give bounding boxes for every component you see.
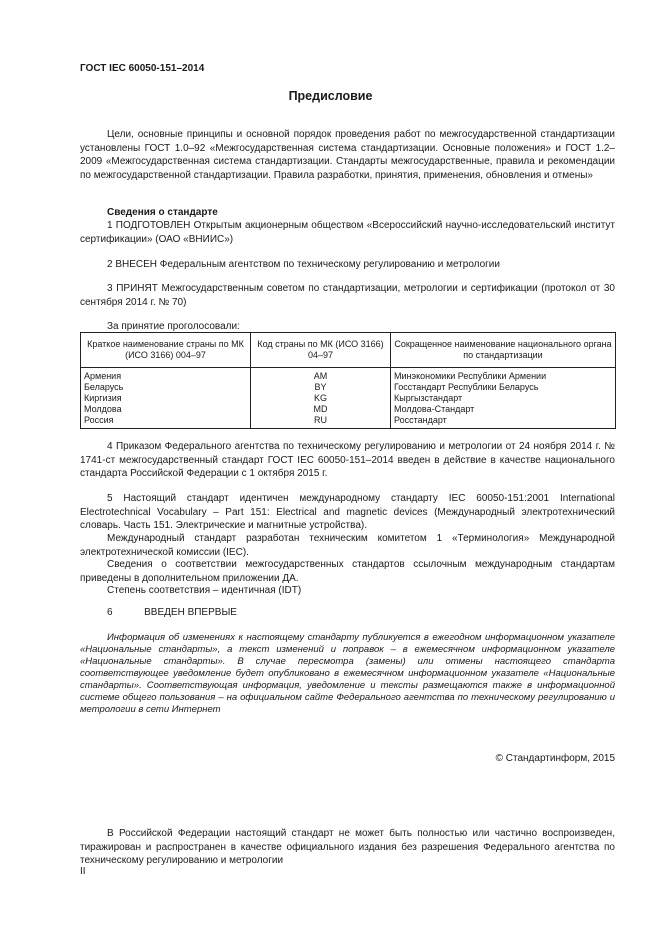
page-number: II: [80, 866, 86, 877]
country-name: Молдова: [81, 404, 251, 415]
notice-paragraph: Информация об изменениях к настоящему стандарту публикуется в ежегодном информационном указателе «Национальные стандарты», а текст изменений и поправок – в ежемесячном информационном указателе «Национальные стандарты». В случае пересмотра (замены) или отмены настоящего стандарта соответствующее уведомление будет опубликовано в ежемесячном информационном указателе «Национальные стандарты». Соответствующая информация, уведомление и тексты размещаются также в информационной системе общего пользования – на официальном сайте Федерального агентства по техническому регулированию и метрологии в сети Интернет: [80, 632, 615, 715]
table-row: [81, 404, 616, 415]
country-code: RU: [251, 415, 391, 429]
table-row: [81, 382, 616, 393]
footer-paragraph: В Российской Федерации настоящий стандарт не может быть полностью или частично воспроизведен, тиражирован и распространен в качестве официального издания без разрешения Федерального агентства по техническому регулированию и метрологии: [80, 828, 615, 866]
item-5-developer: Международный стандарт разработан техническим комитетом 1 «Терминология» Международной электротехнической комиссии (IEC).: [80, 533, 615, 558]
country-name: Киргизия: [81, 393, 251, 404]
item-5: 5 Настоящий стандарт идентичен международному стандарту IEC 60050-151:2001 International Electrotechnical Vocabulary – Part 151: Electrical and magnetic devices (Международный электротехнический словарь. Часть 151. Электрические и магнитные устройства).: [80, 493, 615, 531]
page-title: Предисловие: [288, 89, 373, 103]
info-heading: Сведения о стандарте: [107, 207, 218, 218]
standards-body: Минэкономики Республики Армении: [391, 368, 616, 383]
voted-label: За принятие проголосовали:: [107, 321, 240, 332]
country-code: AM: [251, 368, 391, 383]
table-row: [81, 415, 616, 429]
votes-table: [80, 332, 616, 429]
table-row: [81, 393, 616, 404]
item-2: 2 ВНЕСЕН Федеральным агентством по техническому регулированию и метрологии: [107, 259, 500, 270]
item-3: 3 ПРИНЯТ Межгосударственным советом по стандартизации, метрологии и сертификации (протокол от 30 сентября 2014 г. № 70): [80, 283, 615, 308]
standards-body: Росстандарт: [391, 415, 616, 429]
table-header-cell: Сокращенное наименование национального органа по стандартизации: [391, 333, 616, 368]
item-5-references: Сведения о соответствии межгосударственных стандартов ссылочным международным стандартам приведены в дополнительном приложении ДА.: [80, 559, 615, 584]
item-6: [107, 607, 237, 618]
item-4: 4 Приказом Федерального агентства по техническому регулированию и метрологии от 24 ноября 2014 г. № 1741-ст межгосударственный стандарт ГОСТ IEC 60050-151–2014 введен в действие в качестве национального стандарта Российской Федерации с 1 октября 2015 г.: [80, 441, 615, 479]
table-header-cell: Краткое наименование страны по МК (ИСО 3166) 004–97: [81, 333, 251, 368]
country-code: BY: [251, 382, 391, 393]
item-6-number: 6: [107, 607, 113, 618]
country-code: MD: [251, 404, 391, 415]
document-header: ГОСТ IEC 60050-151–2014: [80, 63, 205, 74]
item-5-degree: Степень соответствия – идентичная (IDT): [107, 585, 302, 596]
item-6-text: ВВЕДЕН ВПЕРВЫЕ: [144, 607, 237, 618]
standards-body: Госстандарт Республики Беларусь: [391, 382, 616, 393]
standards-body: Кыргызстандарт: [391, 393, 616, 404]
votes-table-wrapper: [80, 332, 616, 429]
country-name: Россия: [81, 415, 251, 429]
table-header-cell: Код страны по МК (ИСО 3166) 04–97: [251, 333, 391, 368]
copyright: © Стандартинформ, 2015: [495, 753, 615, 764]
country-name: Беларусь: [81, 382, 251, 393]
item-1: 1 ПОДГОТОВЛЕН Открытым акционерным обществом «Всероссийский научно-исследовательский институт сертификации» (ОАО «ВНИИС»): [80, 220, 615, 245]
intro-paragraph: Цели, основные принципы и основной порядок проведения работ по межгосударственной стандартизации установлены ГОСТ 1.0–92 «Межгосударственная система стандартизации. Основные положения» и ГОСТ 1.2–2009 «Межгосударственная система стандартизации. Стандарты межгосударственные, правила и рекомендации по межгосударственной стандартизации. Правила разработки, принятия, применения, обновления и отмены»: [80, 129, 615, 181]
country-name: Армения: [81, 368, 251, 383]
table-header-row: [81, 333, 616, 368]
country-code: KG: [251, 393, 391, 404]
standards-body: Молдова-Стандарт: [391, 404, 616, 415]
table-row: [81, 368, 616, 383]
